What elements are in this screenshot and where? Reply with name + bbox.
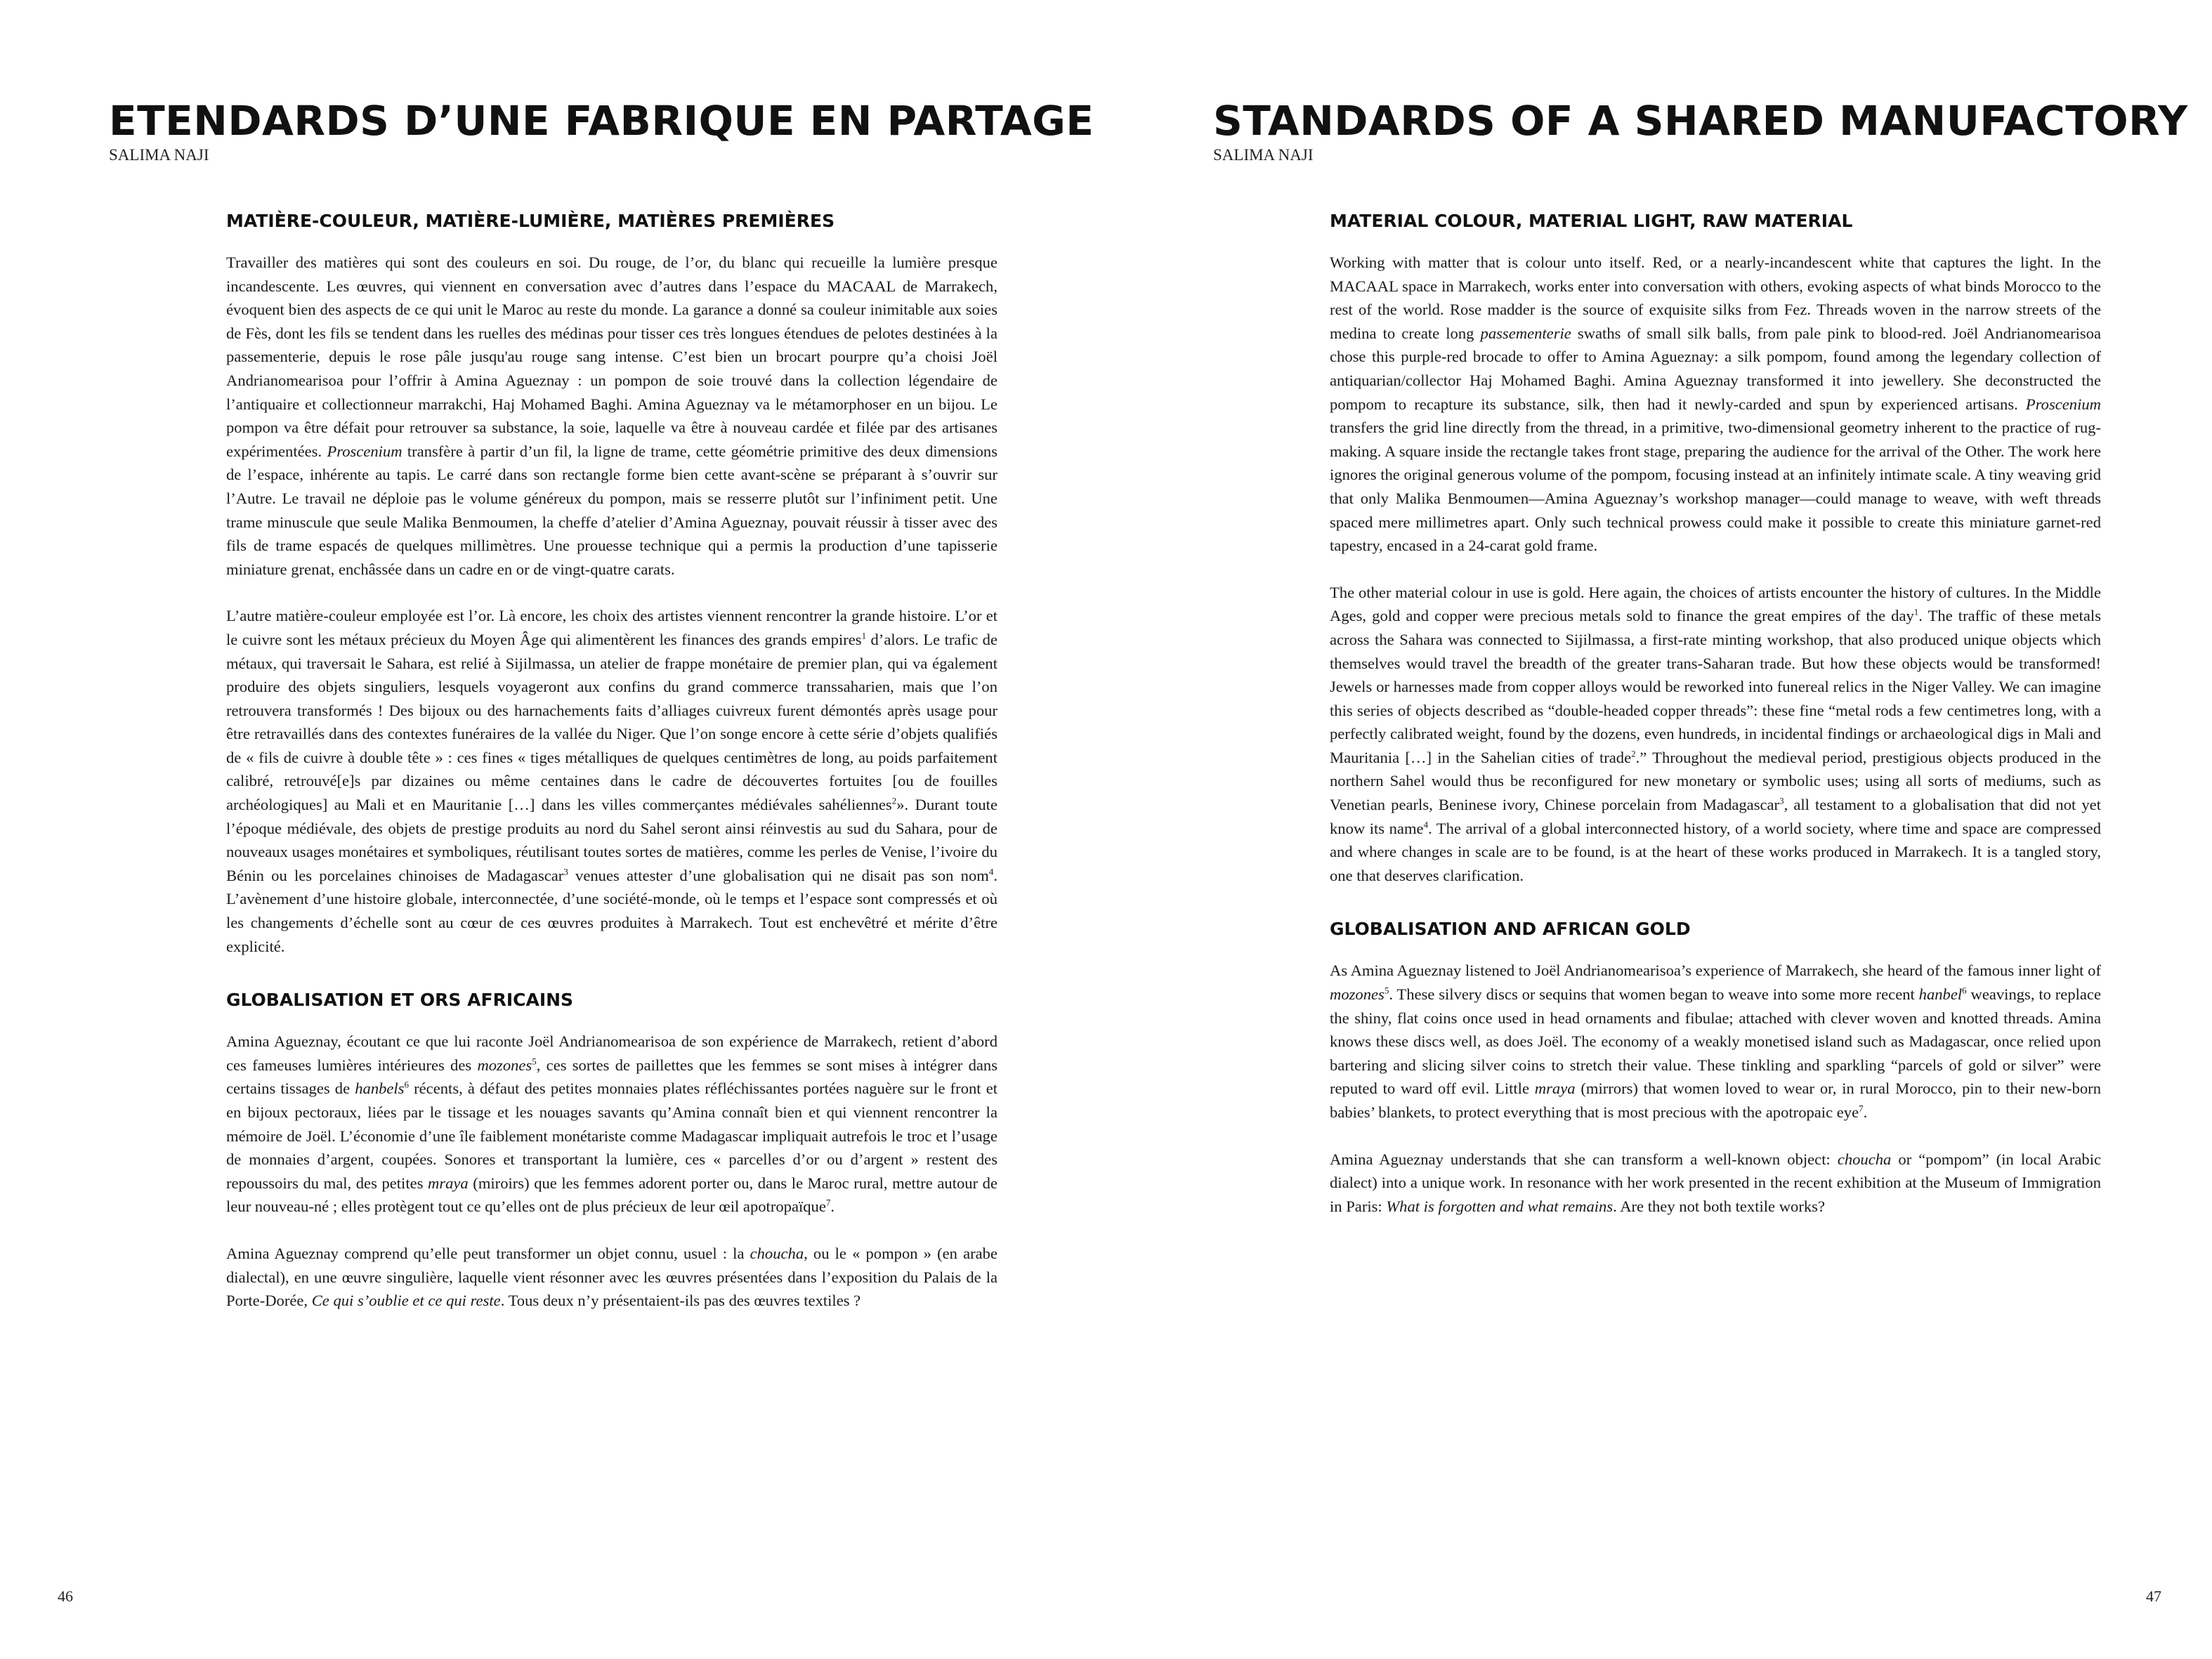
right-page (1106, 0, 2212, 1659)
footnote-ref: 1 (861, 630, 867, 641)
paragraph: L’autre matière-couleur employée est l’or. Là encore, les choix des artistes viennent rencontrer la grande histoire. L’or et le cuivre sont les métaux précieux du Moyen Âge qui alimentèrent les finances des grands empires$^1$ d’alors. Le trafic de métaux, qui traversait le Sahara, est relié à Sijilmassa, un atelier de frappe monétaire de premier plan, qui va également produire des objets singuliers, lesquels voyageront aux confins du grand commerce transsaharien, mais que l’on retrouvera transformés ! Des bijoux ou des harnachements faits d’alliages cuivreux furent démontés après usage pour être retravaillés dans des contextes funéraires de la vallée du Niger. Que l’on songe encore à cette série d’objets qualifiés de « fils de cuivre à double tête » : ces fines « tiges métalliques de quelques centimètres de long, au poids parfaitement calibré, retrouvé[e]s par dizaines ou même centaines dans le cadre de découvertes fortuites [ou de fouilles archéologiques] au Mali et en Mauritanie […] dans les villes commerçantes médiévales sahéliennes$^2$». Durant toute l’époque médiévale, des objets de prestige produits au nord du Sahel seront ainsi réinvestis au sud du Sahara, pour de nouveaux usages monétaires et symboliques, réutilisant toutes sortes de matières, comme les perles de Venise, l’ivoire du Bénin ou les porcelaines chinoises de Madagascar$^3$ venues attester d’une globalisation qui ne disait pas son nom$^4$. L’avènement d’une histoire globale, interconnectée, d’une société-monde, où le temps et l’espace sont compressés et où les changements d’échelle sont au cœur de ces œuvres produites à Marrakech. Tout est enchevêtré et mérite d’être explicité. (226, 607, 998, 955)
footnote-ref: 1 (1913, 606, 1919, 617)
footnote-ref: 5 (532, 1056, 537, 1067)
author-name: SALIMA NAJI (109, 146, 209, 164)
paragraph: Travailler des matières qui sont des couleurs en soi. Du rouge, de l’or, du blanc qui recueille la lumière presque incandescente. Les œuvres, qui viennent en conversation avec d’autres dans l’espace du MACAAL de Marrakech, évoquent bien des aspects de ce qui unit le Maroc au reste du monde. La garance a donné sa couleur inimitable aux soies de Fès, dont les fils se tendent dans les ruelles des médinas pour tisser ces très longues étendues de pelotes destinées à la passementerie, depuis le rose pâle jusqu'au rouge sang intense. C’est bien un brocart pourpre qu’a choisi Joël Andrianomearisoa pour l’offrir à Amina Agueznay : un pompon de soie trouvé dans la collection légendaire de l’antiquaire et collectionneur marrakchi, Haj Mohamed Baghi. Amina Agueznay va le métamorphoser en un bijou. Le pompon va être défait pour retrouver sa substance, la soie, laquelle va être à nouveau cardée et filée par des artisanes expérimentées. Proscenium transfère à partir d’un fil, la ligne de trame, cette géométrie primitive des deux dimensions de l’espace, inhérente au tapis. Le carré dans son rectangle forme bien cette avant-scène se préparant à s’ouvrir sur l’Autre. Le travail ne déploie pas le volume généreux du pompon, mais se resserre plutôt sur l’infiniment petit. Une trame minuscule que seule Malika Benmoumen, la cheffe d’atelier d’Amina Agueznay, pouvait réussir à tisser avec des fils de trame espacés de quelques millimètres. Une prouesse technique qui a permis la production d’une tapisserie miniature grenat, enchâssée dans un cadre en or de vingt-quatre carats. (226, 254, 998, 578)
page-title: STANDARDS OF A SHARED MANUFACTORY (1213, 97, 2188, 145)
paragraph: As Amina Agueznay listened to Joël Andrianomearisoa’s experience of Marrakech, she heard of the famous inner light of mozones$^5$. These silvery discs or sequins that women began to weave into some more recent hanbel$^6$ weavings, to replace the shiny, flat coins once used in head ornaments and fibulae; attached with clever woven and knotted threads. Amina knows these discs well, as does Joël. The economy of a weakly monetised island such as Madagascar, once relied upon bartering and slicing silver coins to stretch their value. These tinkling and sparkling “parcels of gold or silver” were reputed to ward off evil. Little mraya (mirrors) that women loved to wear or, in rural Morocco, pin to their new-born babies’ blankets, to protect everything that is most precious with the apotropaic eye$^7$. (1330, 962, 2102, 1121)
footnote-ref: 6 (404, 1079, 410, 1090)
author-name: SALIMA NAJI (1213, 146, 1314, 164)
page-title: ETENDARDS D’UNE FABRIQUE EN PARTAGE (109, 97, 1094, 145)
text-column (1330, 211, 2101, 1241)
paragraph: Working with matter that is colour unto itself. Red, or a nearly-incandescent white that captures the light. In the MACAAL space in Marrakech, works enter into conversation with others, evoking aspects of what binds Morocco to the rest of the world. Rose madder is the source of exquisite silks from Fez. Threads woven in the narrow streets of the medina to create long passementerie swaths of small silk balls, from pale pink to blood-red. Joël Andrianomearisoa chose this purple-red brocade to offer to Amina Agueznay: a silk pompom, found among the legendary collection of antiquarian/collector Haj Mohamed Baghi. Amina Agueznay transformed it into jewellery. She deconstructed the pompom to recapture its substance, silk, then had it newly-carded and spun by experienced artisans. Proscenium transfers the grid line directly from the thread, in a primitive, two-dimensional geometry inherent to the practice of rug-making. A square inside the rectangle takes front stage, preparing the audience for the arrival of the Other. The work here ignores the original generous volume of the pompom, focusing instead at an infinitely intimate scale. A tiny weaving grid that only Malika Benmoumen—Amina Agueznay’s workshop manager—could manage to weave, with weft threads spaced mere millimetres apart. Only such technical prowess could make it possible to create this miniature garnet-red tapestry, encased in a 24-carat gold frame. (1330, 254, 2101, 555)
section-heading: MATIÈRE-COULEUR, MATIÈRE-LUMIÈRE, MATIÈRES PREMIÈRES (226, 211, 835, 231)
footnote-ref: 6 (1962, 985, 1967, 996)
footnote-ref: 3 (1779, 795, 1784, 806)
paragraph: Amina Agueznay understands that she can transform a well-known object: choucha or “pompom” (in local Arabic dialect) into a unique work. In resonance with her work presented in the recent exhibition at the Museum of Immigration in Paris: What is forgotten and what remains. Are they not both textile works? (1330, 1150, 2102, 1215)
section-heading: GLOBALISATION ET ORS AFRICAINS (226, 990, 574, 1011)
page-number: 47 (2146, 1587, 2161, 1605)
paragraph: Amina Agueznay, écoutant ce que lui raconte Joël Andrianomearisoa de son expérience de Marrakech, retient d’abord ces fameuses lumières intérieures des mozones$^5$, ces sortes de paillettes que les femmes se sont mises à intégrer dans certains tissages de hanbels$^6$ récents, à défaut des petites monnaies plates réfléchissantes portées naguère sur le front et en bijoux pectoraux, liées par le tissage et les nouages savants qu’Amina connaît bien et qui viennent rencontrer la mémoire de Joël. L’économie d’une île faiblement monétariste comme Madagascar impliquait autrefois le troc et l’usage de monnaies d’argent, coupées. Sonores et transportant la lumière, ces « parcelles d’or ou d’argent » restent des repoussoirs du mal, des petites mraya (miroirs) que les femmes adorent porter ou, dans le Maroc rural, mettre autour de leur nouveau-né ; elles protègent tout ce qu’elles ont de plus précieux de leur œil apotropaïque$^7$. (226, 1032, 997, 1216)
footnote-ref: 5 (1384, 985, 1389, 996)
page-number: 46 (58, 1587, 73, 1605)
footnote-ref: 4 (1423, 819, 1429, 830)
footnote-ref: 3 (563, 866, 568, 877)
footnote-ref: 7 (825, 1197, 831, 1208)
paragraph: The other material colour in use is gold. Here again, the choices of artists encounter the history of cultures. In the Middle Ages, gold and copper were precious metals sold to finance the great empires of the day$^1$. The traffic of these metals across the Sahara was connected to Sijilmassa, a first-rate minting workshop, that also produced unique objects which themselves would travel the breadth of the greater trans-Saharan trade. But how these objects would be transformed! Jewels or harnesses made from copper alloys would be reworked into funereal relics in the Niger Valley. We can imagine this series of objects described as “double-headed copper threads”: these fine “metal rods a few centimetres long, with a perfectly calibrated weight, found by the dozens, even hundreds, in incidental findings or archaeological digs in Mali and Mauritania […] in the Sahelian cities of trade$^2$.” Throughout the medieval period, prestigious objects produced in the northern Sahel would thus be reconfigured for new monetary or symbolic uses; using all sorts of mediums, such as Venetian pearls, Beninese ivory, Chinese porcelain from Madagascar$^3$, all testament to a globalisation that did not yet know its name$^4$. The arrival of a global interconnected history, of a world society, where time and space are compressed and where changes in scale are to be found, is at the heart of these works produced in Marrakech. It is a tangled story, one that deserves clarification. (1330, 583, 2102, 884)
footnote-ref: 4 (988, 866, 994, 877)
paragraph: Amina Agueznay comprend qu’elle peut transformer un objet connu, usuel : la choucha, ou le « pompon » (en arabe dialectal), en une œuvre singulière, laquelle vient résonner avec les œuvres présentées dans l’exposition du Palais de la Porte-Dorée, Ce qui s’oublie et ce qui reste. Tous deux n’y présentaient-ils pas des œuvres textiles ? (226, 1244, 997, 1310)
section-heading: MATERIAL COLOUR, MATERIAL LIGHT, RAW MATERIAL (1330, 211, 1853, 231)
section-heading: GLOBALISATION AND AFRICAN GOLD (1330, 919, 1691, 940)
footnote-ref: 2 (1631, 748, 1636, 759)
footnote-ref: 7 (1859, 1103, 1864, 1114)
footnote-ref: 2 (891, 795, 897, 806)
text-column (226, 211, 997, 1336)
